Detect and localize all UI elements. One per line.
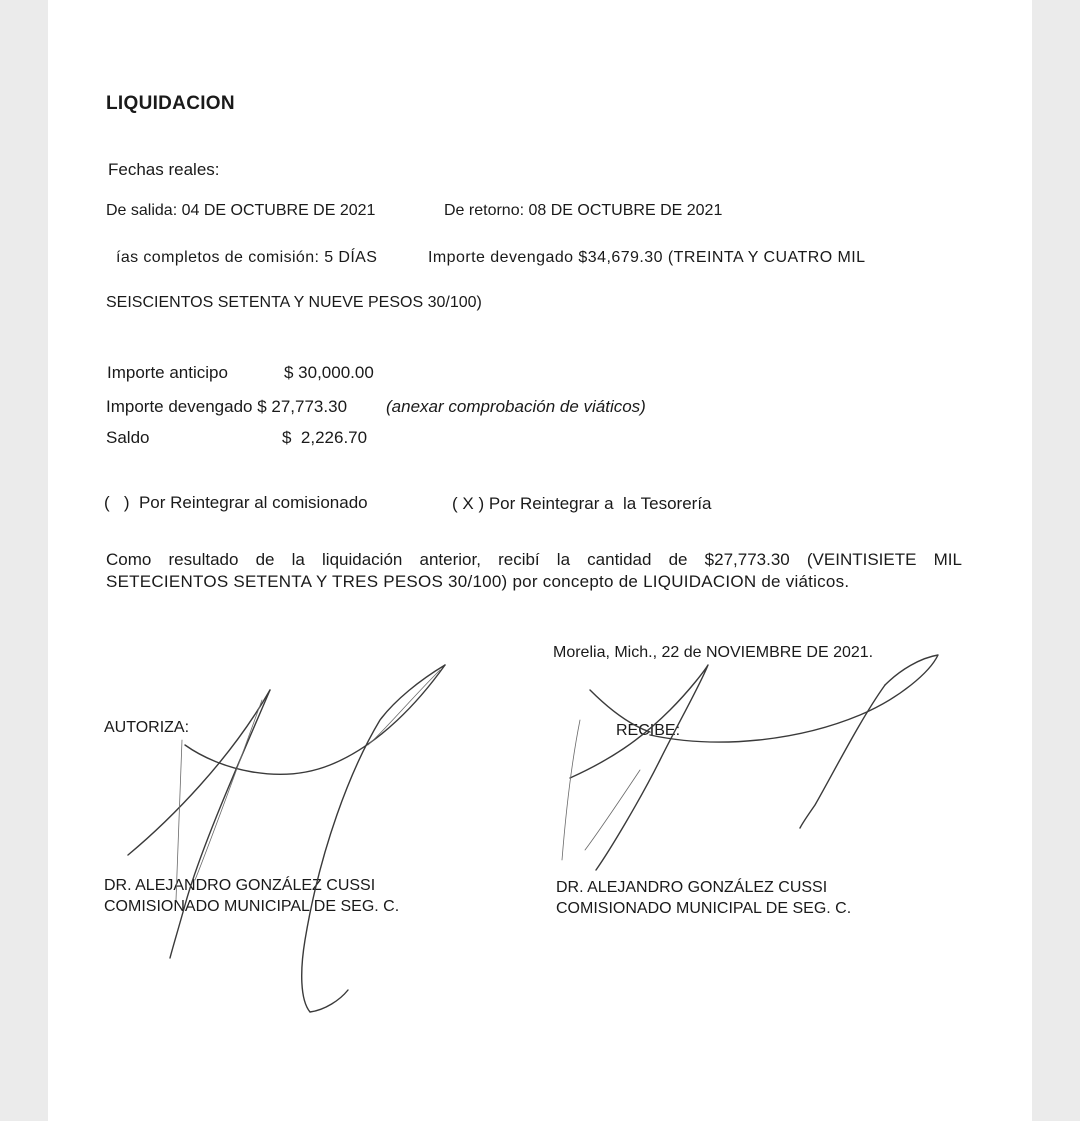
autoriza-label: AUTORIZA: — [104, 719, 190, 736]
fecha-salida: De salida: 04 DE OCTUBRE DE 2021 — [106, 202, 376, 219]
option-reintegrar-comisionado: ( ) Por Reintegrar al comisionado — [104, 493, 368, 512]
paragraph-word: $27,773.30 — [704, 550, 790, 569]
right-signer-role: COMISIONADO MUNICIPAL DE SEG. C. — [556, 900, 852, 917]
paragraph-word: liquidación — [322, 550, 403, 569]
paragraph-word: anterior, — [419, 550, 481, 569]
fecha-retorno: De retorno: 08 DE OCTUBRE DE 2021 — [444, 202, 723, 219]
saldo-value: $ 2,226.70 — [282, 428, 368, 447]
paragraph-word: la — [291, 550, 305, 569]
left-signer-name: DR. ALEJANDRO GONZÁLEZ CUSSI — [104, 877, 376, 894]
paragraph-word: de — [668, 550, 688, 569]
paragraph-line-2: SETECIENTOS SETENTA Y TRES PESOS 30/100) por concepto de LIQUIDACION de viáticos. — [106, 572, 850, 591]
document-title: LIQUIDACION — [106, 93, 235, 114]
option-reintegrar-tesoreria: ( X ) Por Reintegrar a la Tesorería — [452, 494, 712, 513]
paragraph-word: de — [255, 550, 275, 569]
paragraph-word: resultado — [168, 550, 239, 569]
fechas-label: Fechas reales: — [108, 160, 220, 179]
paragraph-word: la — [556, 550, 571, 569]
paragraph-word: MIL — [933, 550, 962, 569]
importe-devengado-line: Importe devengado $34,679.30 (TREINTA Y CUATRO MIL — [428, 249, 866, 266]
anticipo-value: $ 30,000.00 — [284, 363, 374, 382]
anticipo-label: Importe anticipo — [107, 363, 228, 382]
paragraph-word: (VEINTISIETE — [806, 550, 917, 569]
left-signer-role: COMISIONADO MUNICIPAL DE SEG. C. — [104, 898, 400, 915]
saldo-label: Saldo — [106, 428, 150, 447]
paragraph-word: cantidad — [587, 550, 652, 569]
paragraph-word: Como — [106, 550, 152, 569]
devengado-note: (anexar comprobación de viáticos) — [386, 397, 646, 416]
right-signer-name: DR. ALEJANDRO GONZÁLEZ CUSSI — [556, 879, 828, 896]
recibe-label: RECIBE: — [616, 722, 681, 739]
paragraph-word: recibí — [498, 550, 540, 569]
importe-letra-line: SEISCIENTOS SETENTA Y NUEVE PESOS 30/100) — [106, 294, 482, 311]
paragraph-line-1 — [106, 550, 962, 570]
devengado-label: Importe devengado $ 27,773.30 — [106, 397, 348, 416]
place-date: Morelia, Mich., 22 de NOVIEMBRE DE 2021. — [553, 644, 874, 661]
dias-comision: ías completos de comisión: 5 DÍAS — [116, 249, 378, 266]
